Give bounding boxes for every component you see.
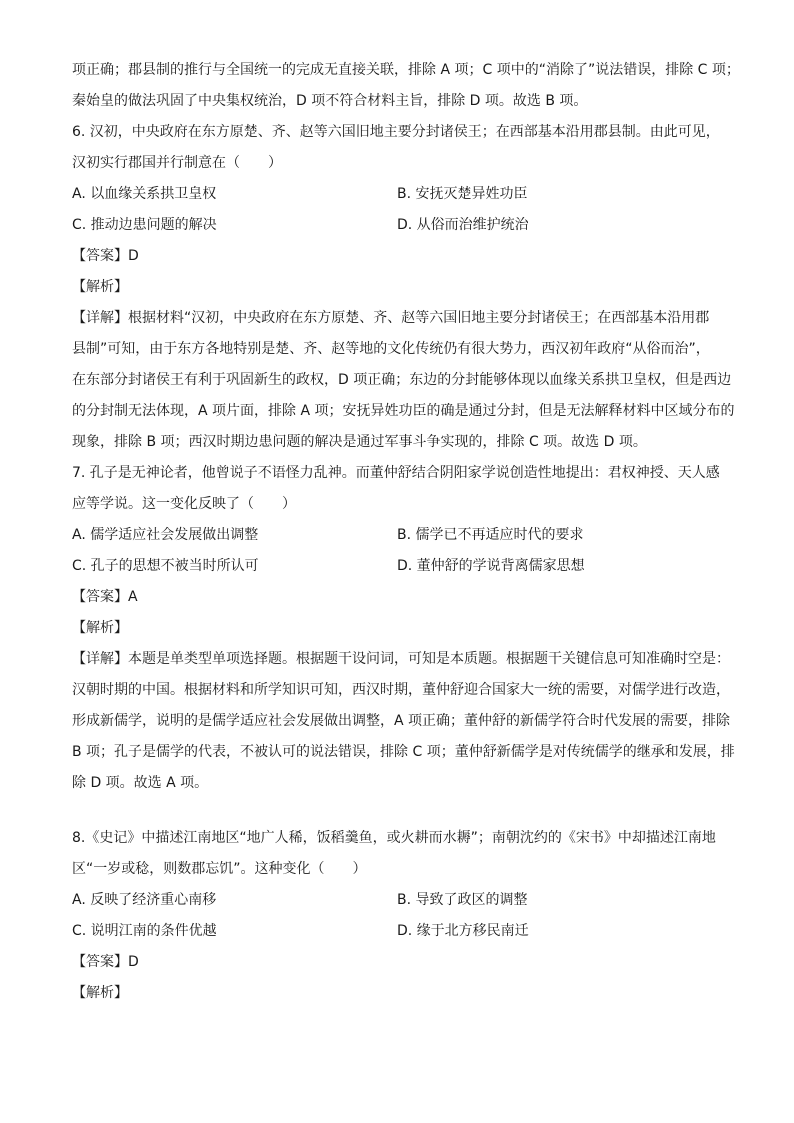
answer-label: 【答案】D [72,248,139,264]
option-d: D. 董仲舒的学说背离儒家思想 [397,558,585,574]
analysis-label: 【解析】 [72,985,128,1001]
explanation-line: 在东部分封诸侯王有利于巩固新生的政权，D 项正确；东边的分封能够体现以血缘关系拱卫皇权，但是西边 [72,372,732,388]
explanation-line: 除 D 项。故选 A 项。 [72,775,209,791]
spacer [72,804,732,828]
explanation-line: 【详解】本题是单类型单项选择题。根据题干设问词，可知是本质题。根据题干关键信息可知准确时空是： [72,651,730,667]
answer-label: 【答案】A [72,589,138,605]
text-line: 项正确；郡县制的推行与全国统一的完成无直接关联，排除 A 项；C 项中的“消除了”说法错误，排除 C 项； [72,62,740,78]
previous-explanation [72,60,740,111]
question-stem-line: 8.《史记》中描述江南地区“地广人稀，饭稻羹鱼，或火耕而水耨”；南朝沈约的《宋书》中却描述江南地 [72,830,716,846]
question-7 [72,463,735,793]
detailed-explanation [72,649,735,793]
detailed-explanation [72,308,735,452]
question-stem-line: 6. 汉初，中央政府在东方原楚、齐、赵等六国旧地主要分封诸侯王；在西部基本沿用郡县制。由此可见， [72,124,720,140]
option-b: B. 儒学已不再适应时代的要求 [397,527,584,543]
question-stem-line: 7. 孔子是无神论者，他曾说子不语怪力乱神。而董仲舒结合阴阳家学说创造性地提出：君权神授、天人感 [72,465,720,481]
option-c: C. 孔子的思想不被当时所认可 [72,558,259,574]
option-c: C. 说明江南的条件优越 [72,923,217,939]
text-line: 秦始皇的做法巩固了中央集权统治，D 项不符合材料主旨，排除 D 项。故选 B 项。 [72,93,588,109]
explanation-line: 形成新儒学，说明的是儒学适应社会发展做出调整，A 项正确；董仲舒的新儒学符合时代发展的需要，排除 [72,713,731,729]
option-c: C. 推动边患问题的解决 [72,217,217,233]
option-d: D. 从俗而治维护统治 [397,217,529,233]
option-a: A. 以血缘关系拱卫皇权 [72,186,217,202]
option-d: D. 缘于北方移民南迁 [397,923,529,939]
question-8 [72,828,732,1003]
option-a: A. 反映了经济重心南移 [72,892,217,908]
explanation-line: 汉朝时期的中国。根据材料和所学知识可知，西汉时期，董仲舒迎合国家大一统的需要，对儒学进行改造， [72,682,730,698]
explanation-line: B 项；孔子是儒学的代表，不被认可的说法错误，排除 C 项；董仲舒新儒学是对传统儒学的继承和发展，排 [72,744,735,760]
analysis-label: 【解析】 [72,279,128,295]
question-stem-line: 汉初实行郡国并行制意在（ ） [72,155,282,171]
options-grid [72,525,732,576]
question-stem-line: 区“一岁或稔，则数郡忘饥”。这种变化（ ） [72,861,367,877]
explanation-line: 现象，排除 B 项；西汉时期边患问题的解决是通过军事斗争实现的，排除 C 项。故选 D 项。 [72,434,647,450]
analysis-label: 【解析】 [72,620,128,636]
explanation-line: 的分封制无法体现，A 项片面，排除 A 项；安抚异姓功臣的确是通过分封，但是无法解释材料中区域分布的 [72,403,735,419]
explanation-line: 【详解】根据材料“汉初，中央政府在东方原楚、齐、赵等六国旧地主要分封诸侯王；在西部基本沿用郡 [72,310,710,326]
option-b: B. 导致了政区的调整 [397,892,528,908]
question-6 [72,122,735,452]
document-page [72,60,740,1003]
options-grid [72,184,732,235]
question-stem-line: 应等学说。这一变化反映了（ ） [72,496,296,512]
option-a: A. 儒学适应社会发展做出调整 [72,527,259,543]
answer-label: 【答案】D [72,954,139,970]
explanation-line: 县制”可知，由于东方各地特别是楚、齐、赵等地的文化传统仍有很大势力，西汉初年政府“从俗而治”， [72,341,710,357]
option-b: B. 安抚灭楚异姓功臣 [397,186,528,202]
options-grid [72,890,732,941]
